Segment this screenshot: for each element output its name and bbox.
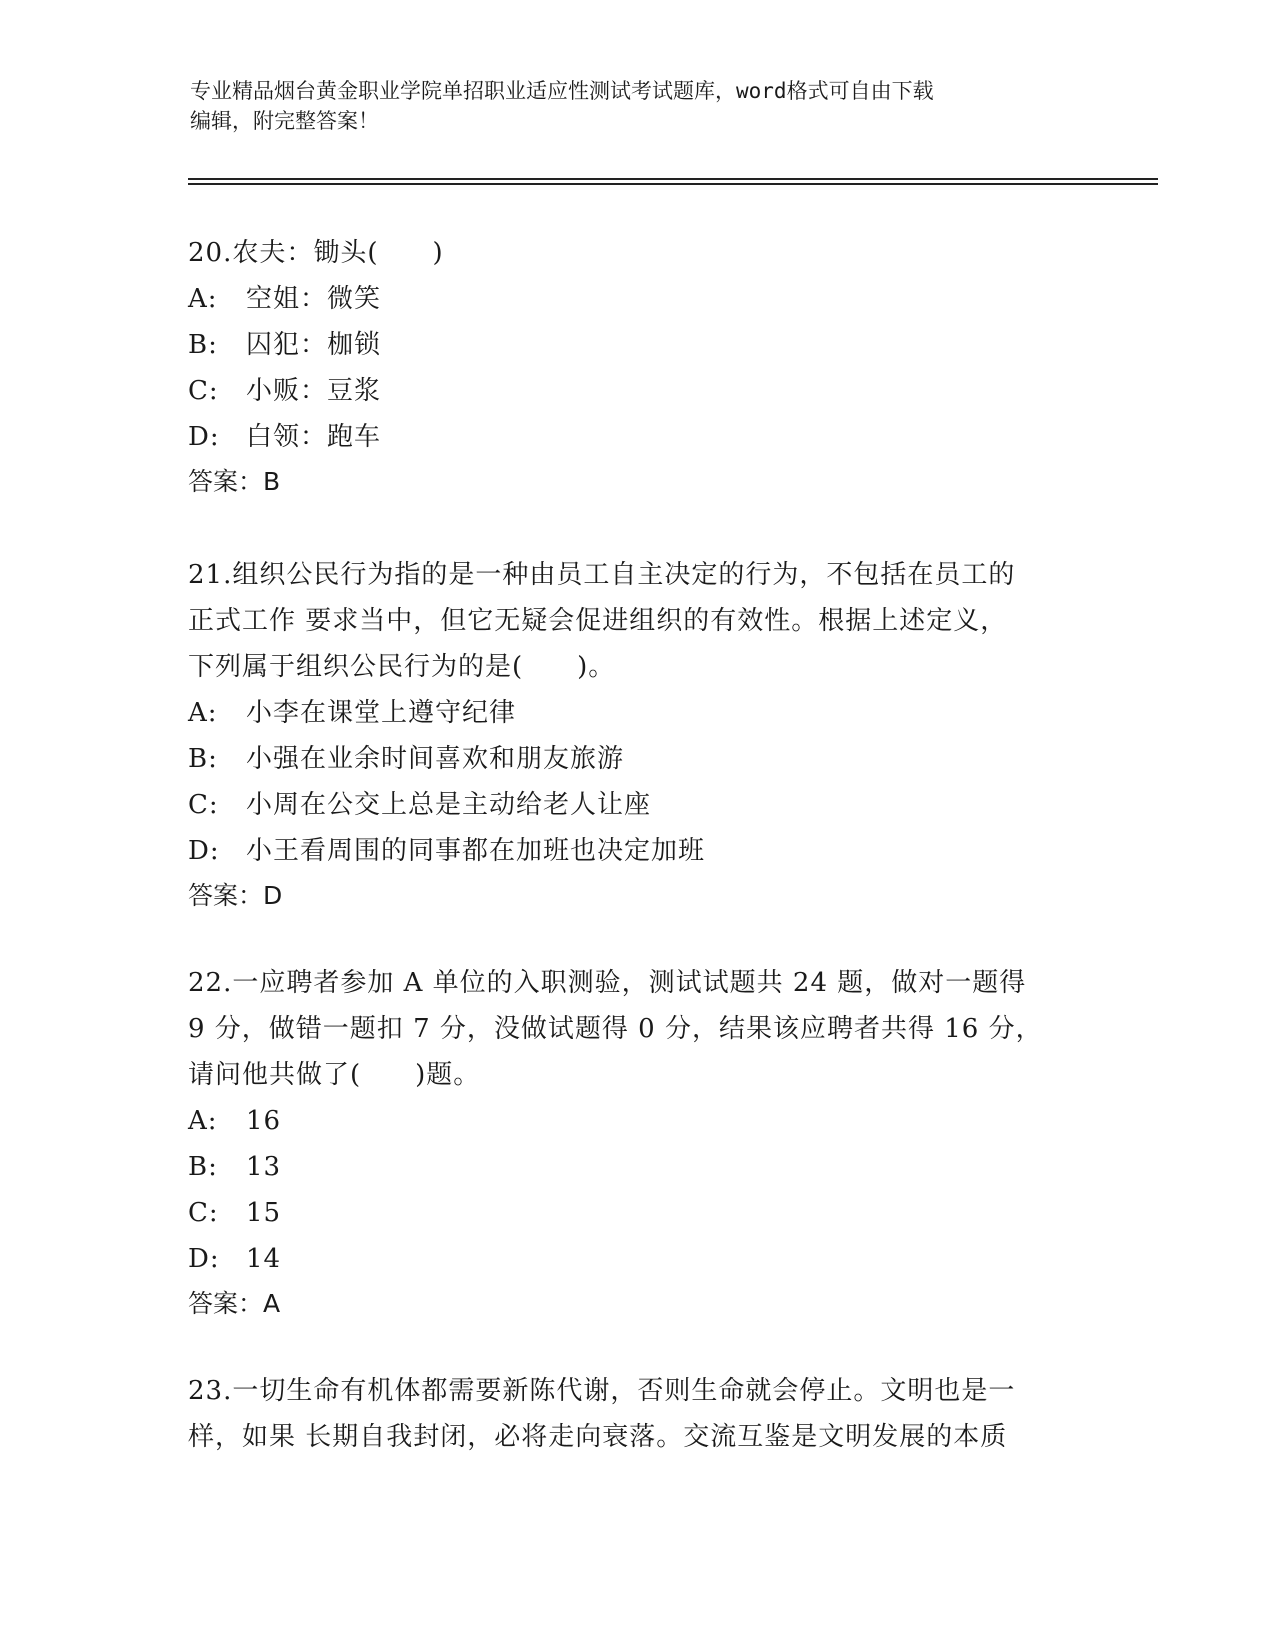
question-stem-line-3: 请问他共做了( )题。 [188,1060,481,1090]
option-b [188,1144,1088,1190]
option-c [188,782,1088,828]
option-text: 小强在业余时间喜欢和朋友旅游 [246,744,625,774]
option-text: 15 [246,1198,282,1228]
option-key: C: [188,1198,219,1228]
question-20 [188,230,1088,504]
question-stem-line-2: 正式工作 要求当中，但它无疑会促进组织的有效性。根据上述定义， [188,606,1008,636]
option-b [188,322,1088,368]
answer: 答案：B [188,467,281,496]
option-text: 14 [246,1244,282,1274]
document-header [190,76,1090,136]
header-rule-bottom [188,183,1158,185]
option-text: 16 [246,1106,282,1136]
option-key: D: [188,422,220,452]
header-line-1: 专业精品烟台黄金职业学院单招职业适应性测试考试题库，word格式可自由下载 [190,79,934,103]
question-21 [188,552,1088,918]
option-c [188,1190,1088,1236]
question-stem-line-1: 21.组织公民行为指的是一种由员工自主决定的行为，不包括在员工的 [188,560,1016,590]
option-a [188,276,1088,322]
option-text: 小贩：豆浆 [246,376,382,406]
option-d [188,414,1088,460]
option-d [188,828,1088,874]
option-key: C: [188,376,219,406]
option-a [188,1098,1088,1144]
option-key: B: [188,330,218,360]
question-stem-line-1: 22.一应聘者参加 A 单位的入职测验，测试试题共 24 题，做对一题得 [188,968,1027,998]
option-text: 小王看周围的同事都在加班也决定加班 [246,836,706,866]
option-text: 空姐：微笑 [246,284,382,314]
option-d [188,1236,1088,1282]
option-key: B: [188,744,218,774]
option-key: B: [188,1152,218,1182]
option-key: C: [188,790,219,820]
question-stem-line-2: 9 分，做错一题扣 7 分，没做试题得 0 分，结果该应聘者共得 16 分， [188,1014,1043,1044]
header-rule-top [188,178,1158,180]
option-text: 囚犯：枷锁 [246,330,382,360]
option-text: 小周在公交上总是主动给老人让座 [246,790,652,820]
question-stem: 20.农夫：锄头( ) [188,238,444,268]
answer: 答案：D [188,881,283,910]
option-key: D: [188,1244,220,1274]
option-text: 13 [246,1152,282,1182]
header-line-2: 编辑，附完整答案！ [190,109,379,133]
question-stem-line-3: 下列属于组织公民行为的是( )。 [188,652,616,682]
question-22 [188,960,1088,1326]
question-stem-line-1: 23.一切生命有机体都需要新陈代谢，否则生命就会停止。文明也是一 [188,1376,1016,1406]
option-text: 白领：跑车 [246,422,382,452]
answer: 答案：A [188,1289,281,1318]
question-stem-line-2: 样，如果 长期自我封闭，必将走向衰落。交流互鉴是文明发展的本质 [188,1422,1008,1452]
option-text: 小李在课堂上遵守纪律 [246,698,517,728]
option-key: A: [188,284,218,314]
option-a [188,690,1088,736]
option-c [188,368,1088,414]
question-23 [188,1368,1088,1460]
option-key: A: [188,1106,218,1136]
option-key: D: [188,836,220,866]
option-key: A: [188,698,218,728]
option-b [188,736,1088,782]
